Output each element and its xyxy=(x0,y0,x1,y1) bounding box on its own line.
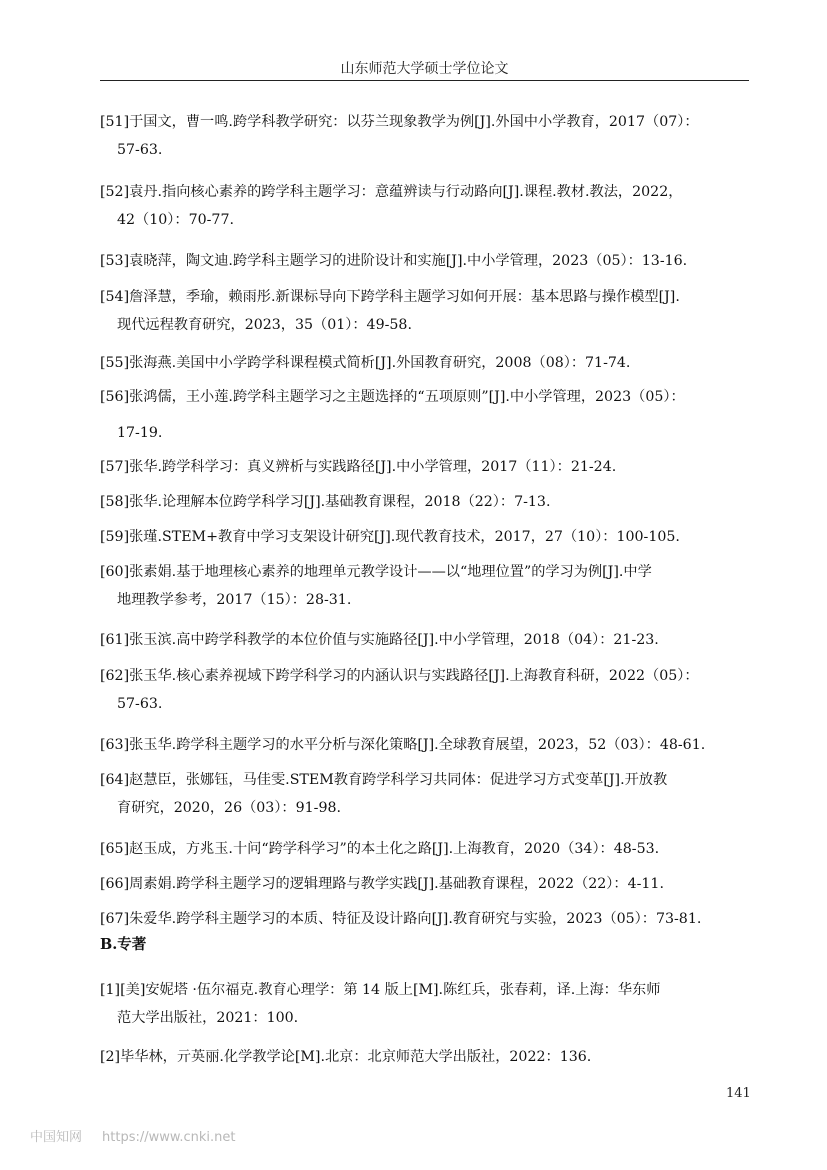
reference-entry-66: [66]周素娟.跨学科主题学习的逻辑理路与教学实践[J].基础教育课程，2022（22）：4-11. xyxy=(100,876,664,892)
reference-entry-67: [67]朱爱华.跨学科主题学习的本质、特征及设计路向[J].教育研究与实验，2023（05）：73-81. xyxy=(100,911,702,927)
watermark-url: https://www.cnki.net xyxy=(102,1130,236,1145)
header-title: 山东师范大学硕士学位论文 xyxy=(340,61,509,77)
section-title-monographs: B.专著 xyxy=(100,936,147,953)
reference-entry-56: [56]张鸿儒，王小莲.跨学科主题学习之主题选择的“五项原则”[J].中小学管理，2023（05）： 17-19. xyxy=(100,389,685,441)
reference-entry-52: [52]袁丹.指向核心素养的跨学科主题学习：意蕴辨读与行动路向[J].课程.教材.教法，2022， 42（10）：70-77. xyxy=(100,184,683,228)
reference-entry-55: [55]张海燕.美国中小学跨学科课程模式简析[J].外国教育研究，2008（08）：71-74. xyxy=(100,355,631,371)
reference-entry-63: [63]张玉华.跨学科主题学习的水平分析与深化策略[J].全球教育展望，2023，52（03）：48-61. xyxy=(100,737,706,753)
reference-entry-64: [64]赵慧臣，张娜钰，马佳雯.STEM教育跨学科学习共同体：促进学习方式变革[J].开放教 育研究，2020，26（03）：91-98. xyxy=(100,772,668,816)
reference-entry-57: [57]张华.跨学科学习：真义辨析与实践路径[J].中小学管理，2017（11）：21-24. xyxy=(100,459,617,475)
reference-entry-60: [60]张素娟.基于地理核心素养的地理单元教学设计——以“地理位置”的学习为例[J].中学 地理教学参考，2017（15）：28-31. xyxy=(100,564,652,608)
page-header xyxy=(100,58,749,81)
reference-entry-62: [62]张玉华.核心素养视域下跨学科学习的内涵认识与实践路径[J].上海教育科研，2022（05）： 57-63. xyxy=(100,668,699,712)
page-number: 141 xyxy=(726,1086,751,1101)
watermark xyxy=(30,1126,235,1145)
reference-entry-54: [54]詹泽慧，季瑜，赖雨彤.新课标导向下跨学科主题学习如何开展：基本思路与操作模型[J]. 现代远程教育研究，2023，35（01）：49-58. xyxy=(100,289,680,333)
reference-book-1: [1][美]安妮塔 ·伍尔福克.教育心理学：第 14 版上[M].陈红兵，张春莉，译.上海：华东师 范大学出版社，2021：100. xyxy=(100,982,661,1026)
reference-entry-61: [61]张玉滨.高中跨学科教学的本位价值与实施路径[J].中小学管理，2018（04）：21-23. xyxy=(100,632,659,648)
reference-entry-59: [59]张瑾.STEM+教育中学习支架设计研究[J].现代教育技术，2017，27（10）：100-105. xyxy=(100,529,680,545)
reference-entry-51: [51]于国文，曹一鸣.跨学科教学研究：以芬兰现象教学为例[J].外国中小学教育，2017（07）： 57-63. xyxy=(100,114,699,158)
watermark-brand: 中国知网 xyxy=(30,1130,83,1145)
reference-entry-58: [58]张华.论理解本位跨学科学习[J].基础教育课程，2018（22）：7-13. xyxy=(100,494,551,510)
reference-entry-65: [65]赵玉成，方兆玉.十问“跨学科学习”的本土化之路[J].上海教育，2020（34）：48-53. xyxy=(100,841,660,857)
reference-entry-53: [53]袁晓萍，陶文迪.跨学科主题学习的进阶设计和实施[J].中小学管理，2023（05）：13-16. xyxy=(100,253,688,269)
reference-book-2: [2]毕华林，亓英丽.化学教学论[M].北京：北京师范大学出版社，2022：136. xyxy=(100,1049,592,1065)
